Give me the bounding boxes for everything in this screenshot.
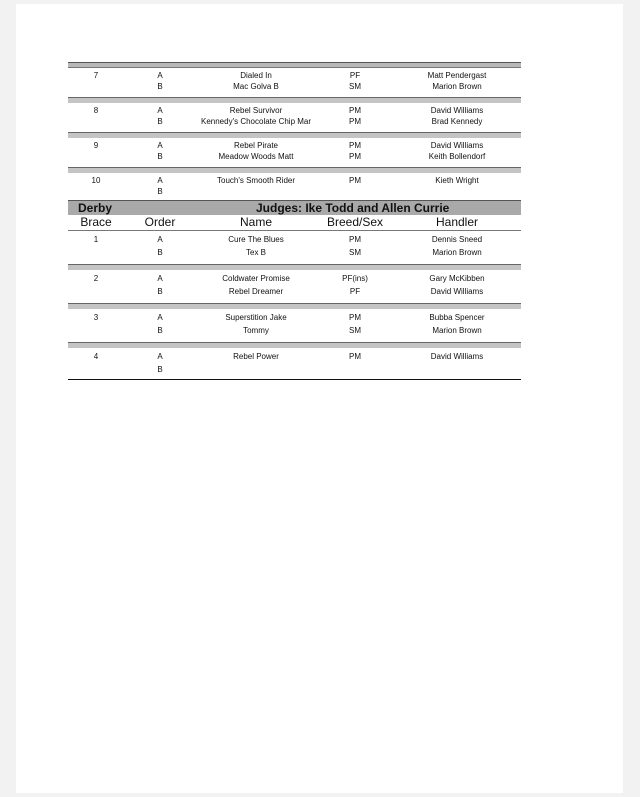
breed-cell: SM bbox=[349, 82, 361, 91]
brace-number: 8 bbox=[93, 106, 99, 115]
name-cell: Superstition Jake bbox=[225, 313, 287, 322]
order-cell: B bbox=[157, 287, 163, 296]
table-row bbox=[68, 363, 521, 376]
judges-label: Judges: Ike Todd and Allen Currie bbox=[256, 201, 450, 215]
order-cell: B bbox=[157, 365, 163, 374]
column-headers bbox=[68, 215, 521, 231]
breed-cell: PM bbox=[349, 117, 361, 126]
breed-cell: SM bbox=[349, 248, 361, 257]
table-bottom-border bbox=[68, 379, 521, 380]
name-cell: Rebel Dreamer bbox=[228, 287, 284, 296]
order-cell: B bbox=[157, 82, 163, 91]
brace-number: 4 bbox=[93, 352, 99, 361]
name-cell: Meadow Woods Matt bbox=[218, 152, 294, 161]
order-cell: B bbox=[157, 117, 163, 126]
breed-cell: PM bbox=[349, 176, 361, 185]
brace-block bbox=[68, 348, 521, 379]
table-row bbox=[68, 105, 521, 116]
handler-cell: Keith Bollendorf bbox=[428, 152, 486, 161]
column-header-brace: Brace bbox=[80, 215, 112, 229]
order-cell: A bbox=[157, 106, 163, 115]
breed-cell: PM bbox=[349, 106, 361, 115]
name-cell: Tex B bbox=[245, 248, 267, 257]
order-cell: A bbox=[157, 71, 163, 80]
order-cell: B bbox=[157, 187, 163, 196]
breed-cell: PM bbox=[349, 352, 361, 361]
brace-block bbox=[68, 103, 521, 130]
table-row bbox=[68, 350, 521, 363]
table-row bbox=[68, 272, 521, 285]
table-row bbox=[68, 175, 521, 186]
table-row bbox=[68, 140, 521, 151]
handler-cell: David Williams bbox=[430, 352, 484, 361]
column-header-order: Order bbox=[144, 215, 176, 229]
breed-cell: PF(ins) bbox=[342, 274, 368, 283]
brace-number: 7 bbox=[93, 71, 99, 80]
brace-block bbox=[68, 138, 521, 165]
brace-block bbox=[68, 173, 521, 200]
handler-cell: Brad Kennedy bbox=[431, 117, 483, 126]
breed-cell: PM bbox=[349, 152, 361, 161]
brace-block bbox=[68, 231, 521, 262]
breed-cell: SM bbox=[349, 326, 361, 335]
table-row bbox=[68, 311, 521, 324]
handler-cell: David Williams bbox=[430, 287, 484, 296]
order-cell: A bbox=[157, 313, 163, 322]
handler-cell: Kieth Wright bbox=[435, 176, 479, 185]
column-header-breed: Breed/Sex bbox=[326, 215, 384, 229]
breed-cell: PM bbox=[349, 235, 361, 244]
breed-cell: PM bbox=[349, 141, 361, 150]
handler-cell: David Williams bbox=[430, 106, 484, 115]
order-cell: A bbox=[157, 235, 163, 244]
name-cell: Rebel Pirate bbox=[233, 141, 279, 150]
handler-cell: Marion Brown bbox=[432, 82, 482, 91]
brace-number: 1 bbox=[93, 235, 99, 244]
handler-cell: Marion Brown bbox=[432, 326, 482, 335]
handler-cell: David Williams bbox=[430, 141, 484, 150]
order-cell: A bbox=[157, 176, 163, 185]
document-page bbox=[16, 4, 623, 793]
order-cell: A bbox=[157, 274, 163, 283]
name-cell: Coldwater Promise bbox=[222, 274, 290, 283]
breed-cell: PM bbox=[349, 313, 361, 322]
order-cell: A bbox=[157, 141, 163, 150]
name-cell: Dialed In bbox=[240, 71, 272, 80]
handler-cell: Gary McKibben bbox=[429, 274, 485, 283]
name-cell: Mac Golva B bbox=[233, 82, 279, 91]
derby-section-header bbox=[68, 200, 521, 215]
table-row bbox=[68, 324, 521, 337]
table-row bbox=[68, 81, 521, 92]
table-row bbox=[68, 116, 521, 127]
name-cell: Cure The Blues bbox=[228, 235, 284, 244]
section-title: Derby bbox=[78, 201, 113, 215]
order-cell: A bbox=[157, 352, 163, 361]
table-row bbox=[68, 186, 521, 197]
handler-cell: Matt Pendergast bbox=[427, 71, 487, 80]
table-row bbox=[68, 151, 521, 162]
table-row bbox=[68, 285, 521, 298]
field-trial-sheet bbox=[68, 62, 521, 380]
table-row bbox=[68, 246, 521, 259]
handler-cell: Bubba Spencer bbox=[429, 313, 485, 322]
name-cell: Rebel Power bbox=[233, 352, 279, 361]
name-cell: Rebel Survivor bbox=[229, 106, 283, 115]
breed-cell: PF bbox=[349, 287, 361, 296]
handler-cell: Dennis Sneed bbox=[431, 235, 483, 244]
brace-block bbox=[68, 68, 521, 95]
brace-number: 10 bbox=[91, 176, 101, 185]
handler-cell: Marion Brown bbox=[432, 248, 482, 257]
brace-block bbox=[68, 270, 521, 301]
order-cell: B bbox=[157, 248, 163, 257]
name-cell: Tommy bbox=[243, 326, 269, 335]
brace-number: 2 bbox=[93, 274, 99, 283]
table-row bbox=[68, 70, 521, 81]
order-cell: B bbox=[157, 152, 163, 161]
column-header-handler: Handler bbox=[435, 215, 479, 229]
order-cell: B bbox=[157, 326, 163, 335]
brace-number: 9 bbox=[93, 141, 99, 150]
name-cell: Kennedy's Chocolate Chip Mar bbox=[200, 117, 312, 126]
table-row bbox=[68, 233, 521, 246]
column-header-name: Name bbox=[239, 215, 273, 229]
name-cell: Touch's Smooth Rider bbox=[216, 176, 296, 185]
breed-cell: PF bbox=[349, 71, 361, 80]
brace-number: 3 bbox=[93, 313, 99, 322]
brace-block bbox=[68, 309, 521, 340]
